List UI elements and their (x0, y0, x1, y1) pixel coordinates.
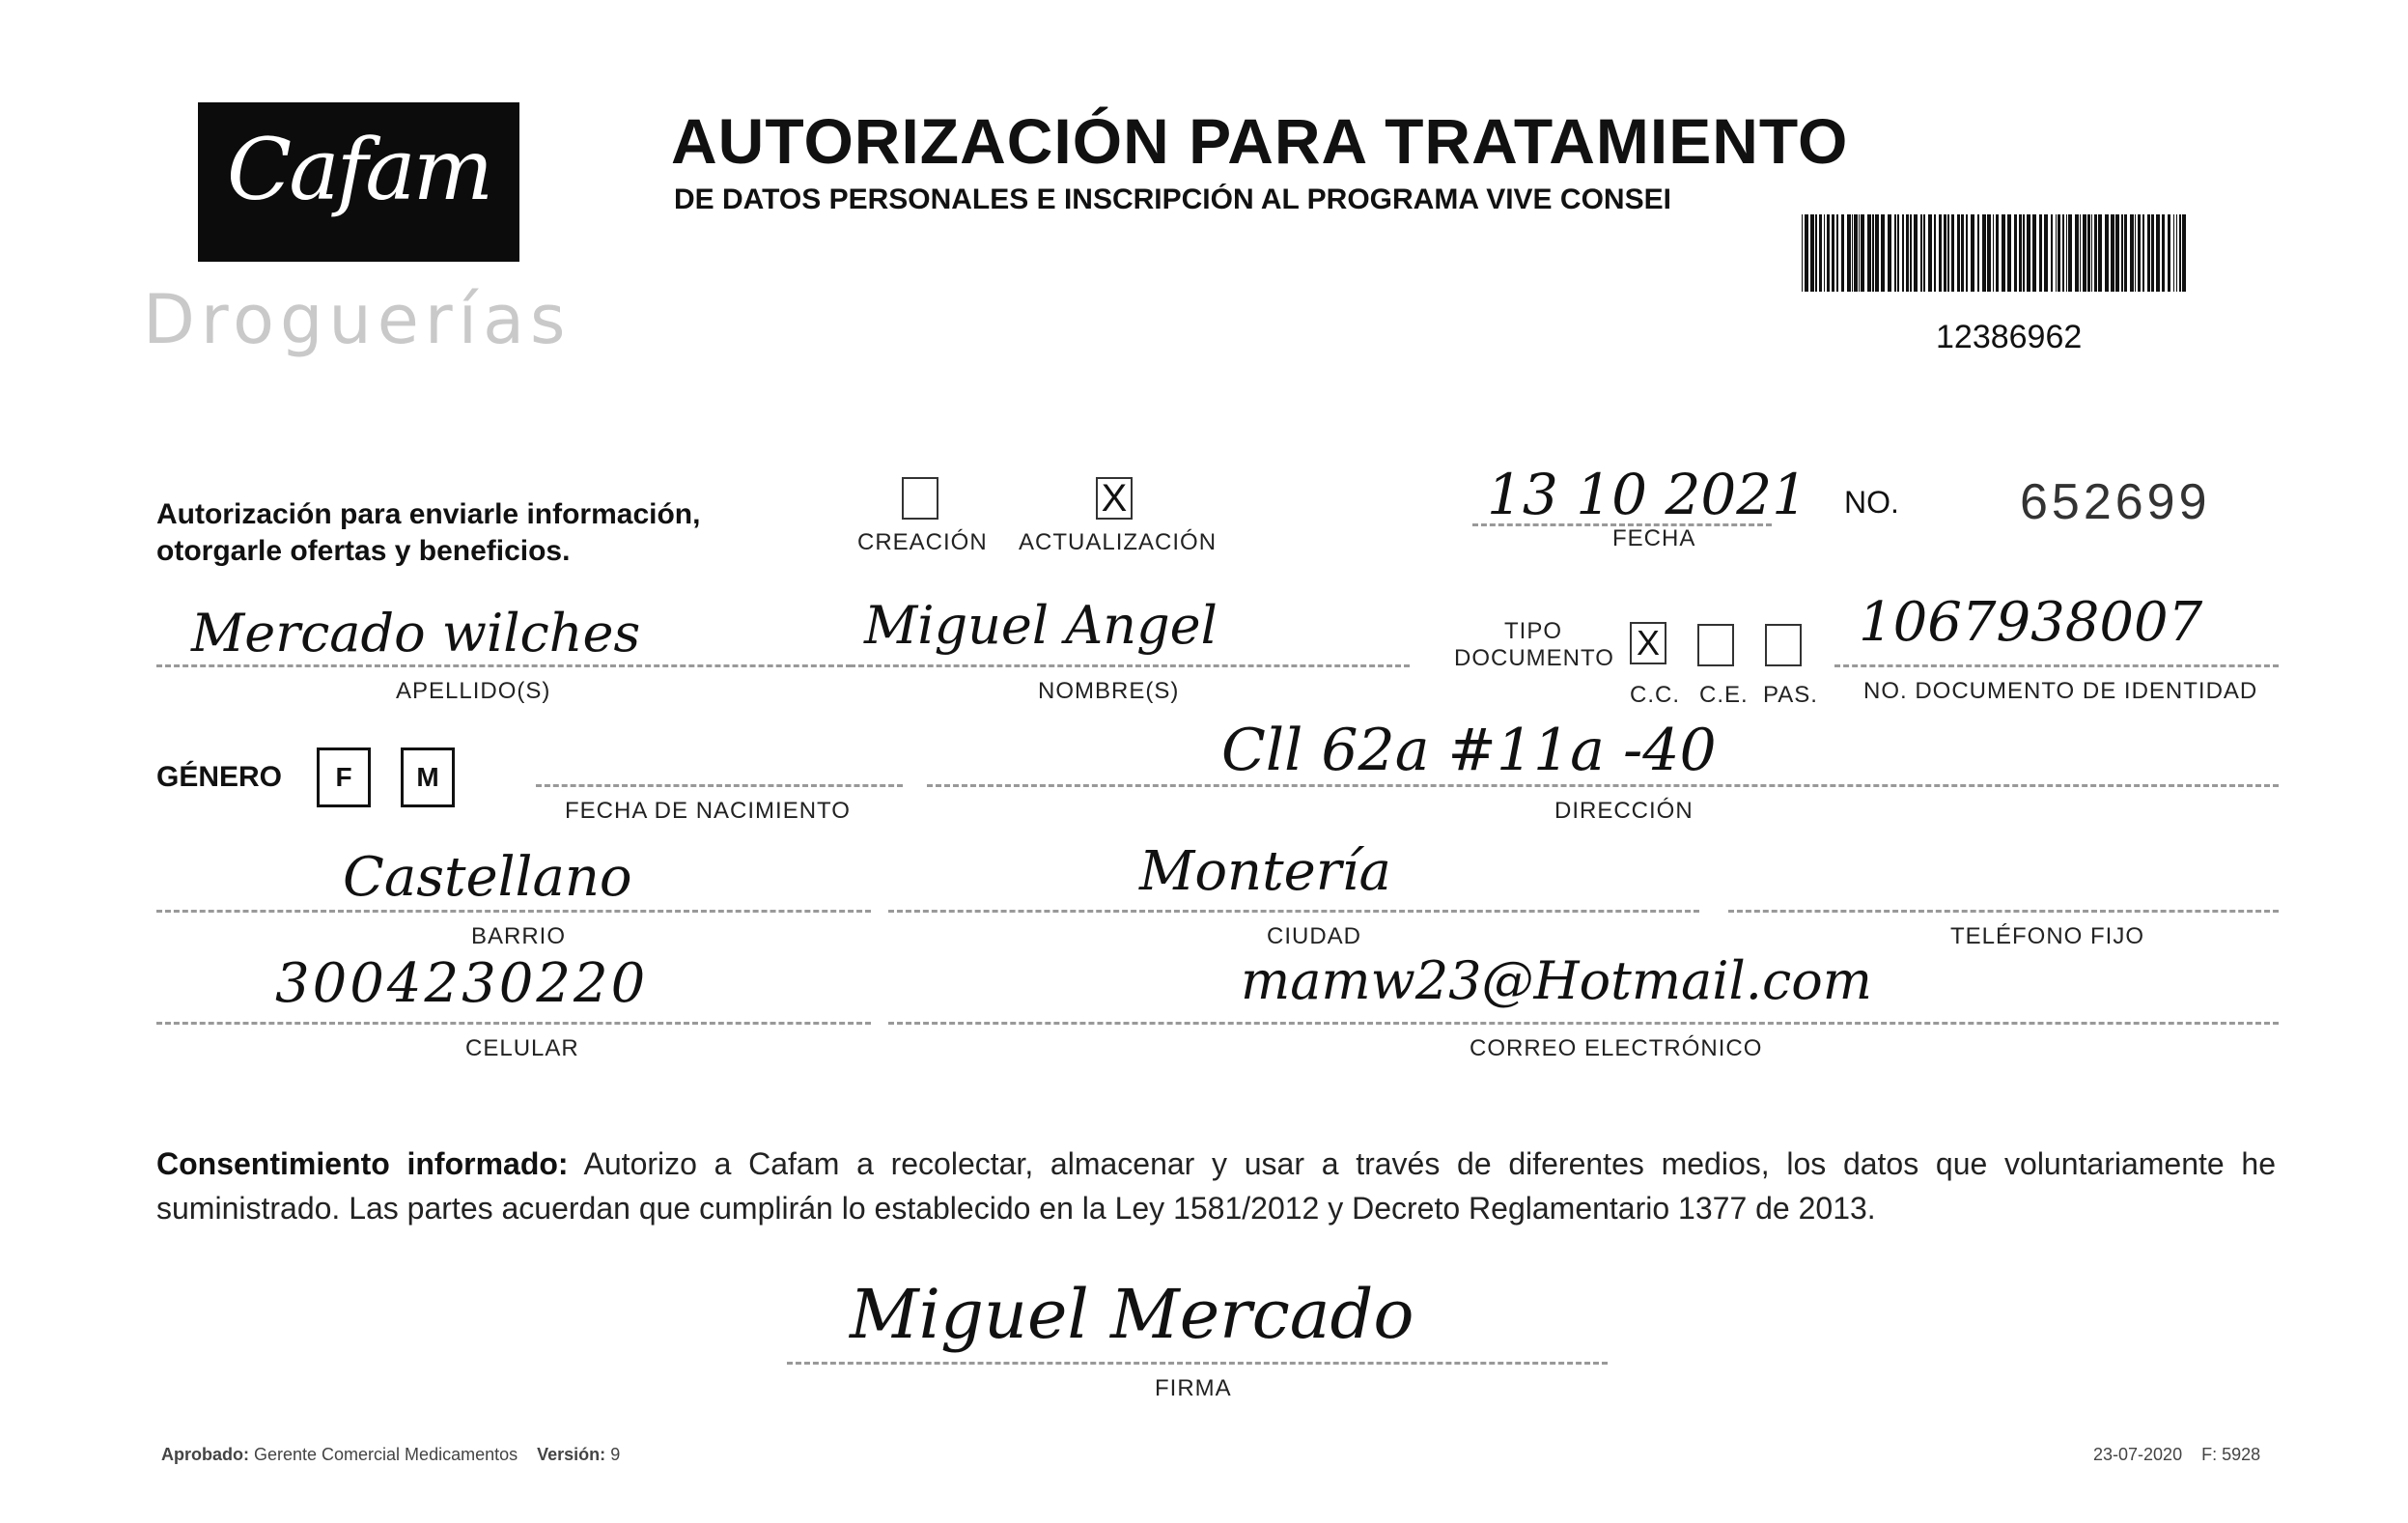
barcode-bar (2130, 214, 2134, 292)
consent-text: Autorizo a Cafam a recolectar, almacenar y usar a través de diferentes medios, los datos que voluntariamente he suministrado. Las partes acuerdan que cumplirán lo establecido en la Ley 1581/2012 y Decreto Reglamentario 1377 de 2013. (156, 1146, 2277, 1226)
tipo-documento-label-2: DOCUMENTO (1454, 645, 1614, 671)
barcode-bar (2176, 214, 2177, 292)
direccion-value: Cll 62a #11a -40 (1221, 717, 1717, 784)
barcode-bar (2105, 214, 2109, 292)
barcode-bar (1875, 214, 1879, 292)
barcode-bar (2068, 214, 2072, 292)
barcode-bar (1966, 214, 1968, 292)
barcode-bar (2056, 214, 2057, 292)
ciudad-value: Montería (1139, 840, 1391, 903)
barrio-label: BARRIO (471, 923, 567, 949)
genero-f-box[interactable] (317, 747, 371, 807)
footer-date: 23-07-2020 (2093, 1445, 2183, 1464)
signature-value: Miguel Mercado (850, 1275, 1414, 1354)
barcode-bar (2027, 214, 2030, 292)
barcode-bar (2014, 214, 2017, 292)
apellidos-line (156, 664, 852, 667)
doc-cc-mark: X (1636, 623, 1660, 663)
barcode-bar (2111, 214, 2114, 292)
doc-ce-checkbox[interactable] (1697, 624, 1734, 666)
barcode-bar (1847, 214, 1851, 292)
telefono-label: TELÉFONO FIJO (1950, 923, 2145, 949)
barcode-bar (1944, 214, 1946, 292)
barcode-bar (2062, 214, 2064, 292)
consent-heading: Consentimiento informado: (156, 1146, 569, 1181)
footer-code: F: 5928 (2201, 1445, 2261, 1464)
barcode-bar (2044, 214, 2048, 292)
consent-paragraph (156, 1142, 2276, 1230)
cafam-logo (198, 102, 519, 262)
footer-approval (161, 1445, 620, 1465)
barcode-bar (2162, 214, 2165, 292)
barcode-bar (1902, 214, 1904, 292)
creacion-label: CREACIÓN (857, 529, 988, 555)
barcode-bar (1824, 214, 1825, 292)
correo-value: mamw23@Hotmail.com (1241, 950, 1872, 1011)
barcode-bar (1861, 214, 1864, 292)
actualizacion-mark: X (1101, 476, 1128, 520)
genero-m-label: M (416, 762, 439, 792)
no-value: 652699 (2020, 474, 2211, 530)
celular-label: CELULAR (465, 1035, 579, 1061)
signature-line (787, 1362, 1608, 1365)
telefono-line (1728, 910, 2279, 913)
no-label: NO. (1844, 485, 1899, 520)
documento-value: 1067938007 (1859, 591, 2203, 654)
barcode-bar (2083, 214, 2086, 292)
version-label: Versión: (537, 1445, 606, 1464)
apellidos-value: Mercado wilches (191, 603, 641, 663)
barcode-bar (2173, 214, 2174, 292)
actualizacion-label: ACTUALIZACIÓN (1019, 529, 1218, 555)
barcode-bar (1971, 214, 1974, 292)
authorization-text-1: Autorización para enviarle información, (156, 498, 701, 530)
aprobado-label: Aprobado: (161, 1445, 249, 1464)
authorization-text-2: otorgarle ofertas y beneficios. (156, 535, 571, 567)
document-subtitle: DE DATOS PERSONALES E INSCRIPCIÓN AL PROGRAMA VIVE CONSEI (674, 183, 1671, 215)
barcode-bar (2121, 214, 2123, 292)
barcode-bar (2023, 214, 2025, 292)
barcode-bar (2135, 214, 2136, 292)
barcode-bar (2087, 214, 2090, 292)
barcode-bar (1977, 214, 1979, 292)
nombres-line (850, 664, 1410, 667)
fecha-label: FECHA (1612, 525, 1696, 551)
documento-line (1834, 664, 2279, 667)
barcode-bar (1841, 214, 1844, 292)
barcode-bar (1928, 214, 1932, 292)
barcode-bar (2156, 214, 2160, 292)
barcode-bar (1947, 214, 1949, 292)
barcode-bar (2147, 214, 2150, 292)
barcode-bar (2179, 214, 2181, 292)
celular-value: 3004230220 (275, 952, 649, 1015)
direccion-line (927, 784, 2279, 787)
barcode-bar (2032, 214, 2036, 292)
genero-f-label: F (335, 762, 352, 792)
nacimiento-line (536, 784, 903, 787)
barcode-bar (2182, 214, 2186, 292)
barcode-bar (1939, 214, 1942, 292)
barcode-bar (1923, 214, 1925, 292)
footer-date-code (2093, 1445, 2260, 1465)
barcode-bar (2115, 214, 2119, 292)
ciudad-line (888, 910, 1699, 913)
barcode-bar (1859, 214, 1860, 292)
signature-label: FIRMA (1155, 1375, 1232, 1401)
doc-ce-label: C.E. (1699, 682, 1749, 708)
barcode-bar (1819, 214, 1822, 292)
barcode-bar (2007, 214, 2011, 292)
barcode-bar (1982, 214, 1986, 292)
actualizacion-checkbox[interactable] (1096, 477, 1133, 520)
barcode-bar (1996, 214, 1999, 292)
barcode-bar (1897, 214, 1899, 292)
doc-pas-checkbox[interactable] (1765, 624, 1802, 666)
creacion-checkbox[interactable] (902, 477, 938, 520)
barcode-bar (1934, 214, 1936, 292)
documento-label: NO. DOCUMENTO DE IDENTIDAD (1863, 678, 2258, 704)
barcode-bar (1987, 214, 1991, 292)
logo-text: Cafam (226, 120, 491, 219)
barcode-bar (2066, 214, 2067, 292)
nombres-label: NOMBRE(S) (1038, 678, 1180, 704)
barcode-bar (2075, 214, 2079, 292)
barcode-bar (2142, 214, 2144, 292)
barcode-bar (1914, 214, 1918, 292)
barcode-bar (2138, 214, 2141, 292)
genero-label: GÉNERO (156, 761, 283, 793)
barcode-bar (2080, 214, 2081, 292)
barcode-bar (1951, 214, 1954, 292)
barcode-bar (1815, 214, 1817, 292)
doc-cc-checkbox[interactable] (1630, 622, 1666, 664)
barcode-bar (1854, 214, 1858, 292)
barrio-value: Castellano (343, 846, 632, 909)
doc-pas-label: PAS. (1763, 682, 1818, 708)
barcode-bar (1906, 214, 1909, 292)
barcode-bar (2039, 214, 2042, 292)
barcode-bar (1832, 214, 1834, 292)
barcode-bar (1810, 214, 1814, 292)
logo-subtitle: Droguerías (143, 280, 572, 359)
barcode-bar (1961, 214, 1964, 292)
barcode-bar (2002, 214, 2005, 292)
barcode-bar (1957, 214, 1960, 292)
barcode-bar (1894, 214, 1896, 292)
correo-line (888, 1022, 2279, 1025)
barcode-bar (1802, 214, 1803, 292)
doc-cc-label: C.C. (1630, 682, 1680, 708)
barcode-bar (1805, 214, 1808, 292)
nacimiento-label: FECHA DE NACIMIENTO (565, 798, 851, 824)
aprobado-value: Gerente Comercial Medicamentos (254, 1445, 518, 1464)
barcode-bar (2098, 214, 2102, 292)
barcode-bar (1836, 214, 1838, 292)
barcode-number: 12386962 (1936, 319, 2083, 355)
apellidos-label: APELLIDO(S) (396, 678, 551, 704)
ciudad-label: CIUDAD (1267, 923, 1362, 949)
barcode-bar (1910, 214, 1912, 292)
genero-m-box[interactable] (401, 747, 455, 807)
barcode-bar (1872, 214, 1874, 292)
barcode-bar (2124, 214, 2127, 292)
tipo-documento-label-1: TIPO (1504, 618, 1563, 644)
barcode-bar (1852, 214, 1853, 292)
direccion-label: DIRECCIÓN (1554, 798, 1694, 824)
barcode-bar (1867, 214, 1871, 292)
barcode-bar (1881, 214, 1885, 292)
nombres-value: Miguel Angel (864, 595, 1218, 656)
barcode-bar (2058, 214, 2060, 292)
barcode-bar (2168, 214, 2170, 292)
correo-label: CORREO ELECTRÓNICO (1470, 1035, 1763, 1061)
barcode-bar (2151, 214, 2154, 292)
barcode-bar (2051, 214, 2053, 292)
document-title: AUTORIZACIÓN PARA TRATAMIENTO (671, 105, 1849, 177)
version-value: 9 (610, 1445, 621, 1464)
barrio-line (156, 910, 871, 913)
barcode-bar (1888, 214, 1891, 292)
fecha-value: 13 10 2021 (1487, 462, 1808, 527)
barcode-bar (2019, 214, 2022, 292)
barcode-bar (1827, 214, 1830, 292)
barcode-bar (1920, 214, 1922, 292)
celular-line (156, 1022, 871, 1025)
barcode-bar (2091, 214, 2092, 292)
barcode (1802, 214, 2188, 292)
barcode-bar (2094, 214, 2097, 292)
barcode-bar (1993, 214, 1994, 292)
